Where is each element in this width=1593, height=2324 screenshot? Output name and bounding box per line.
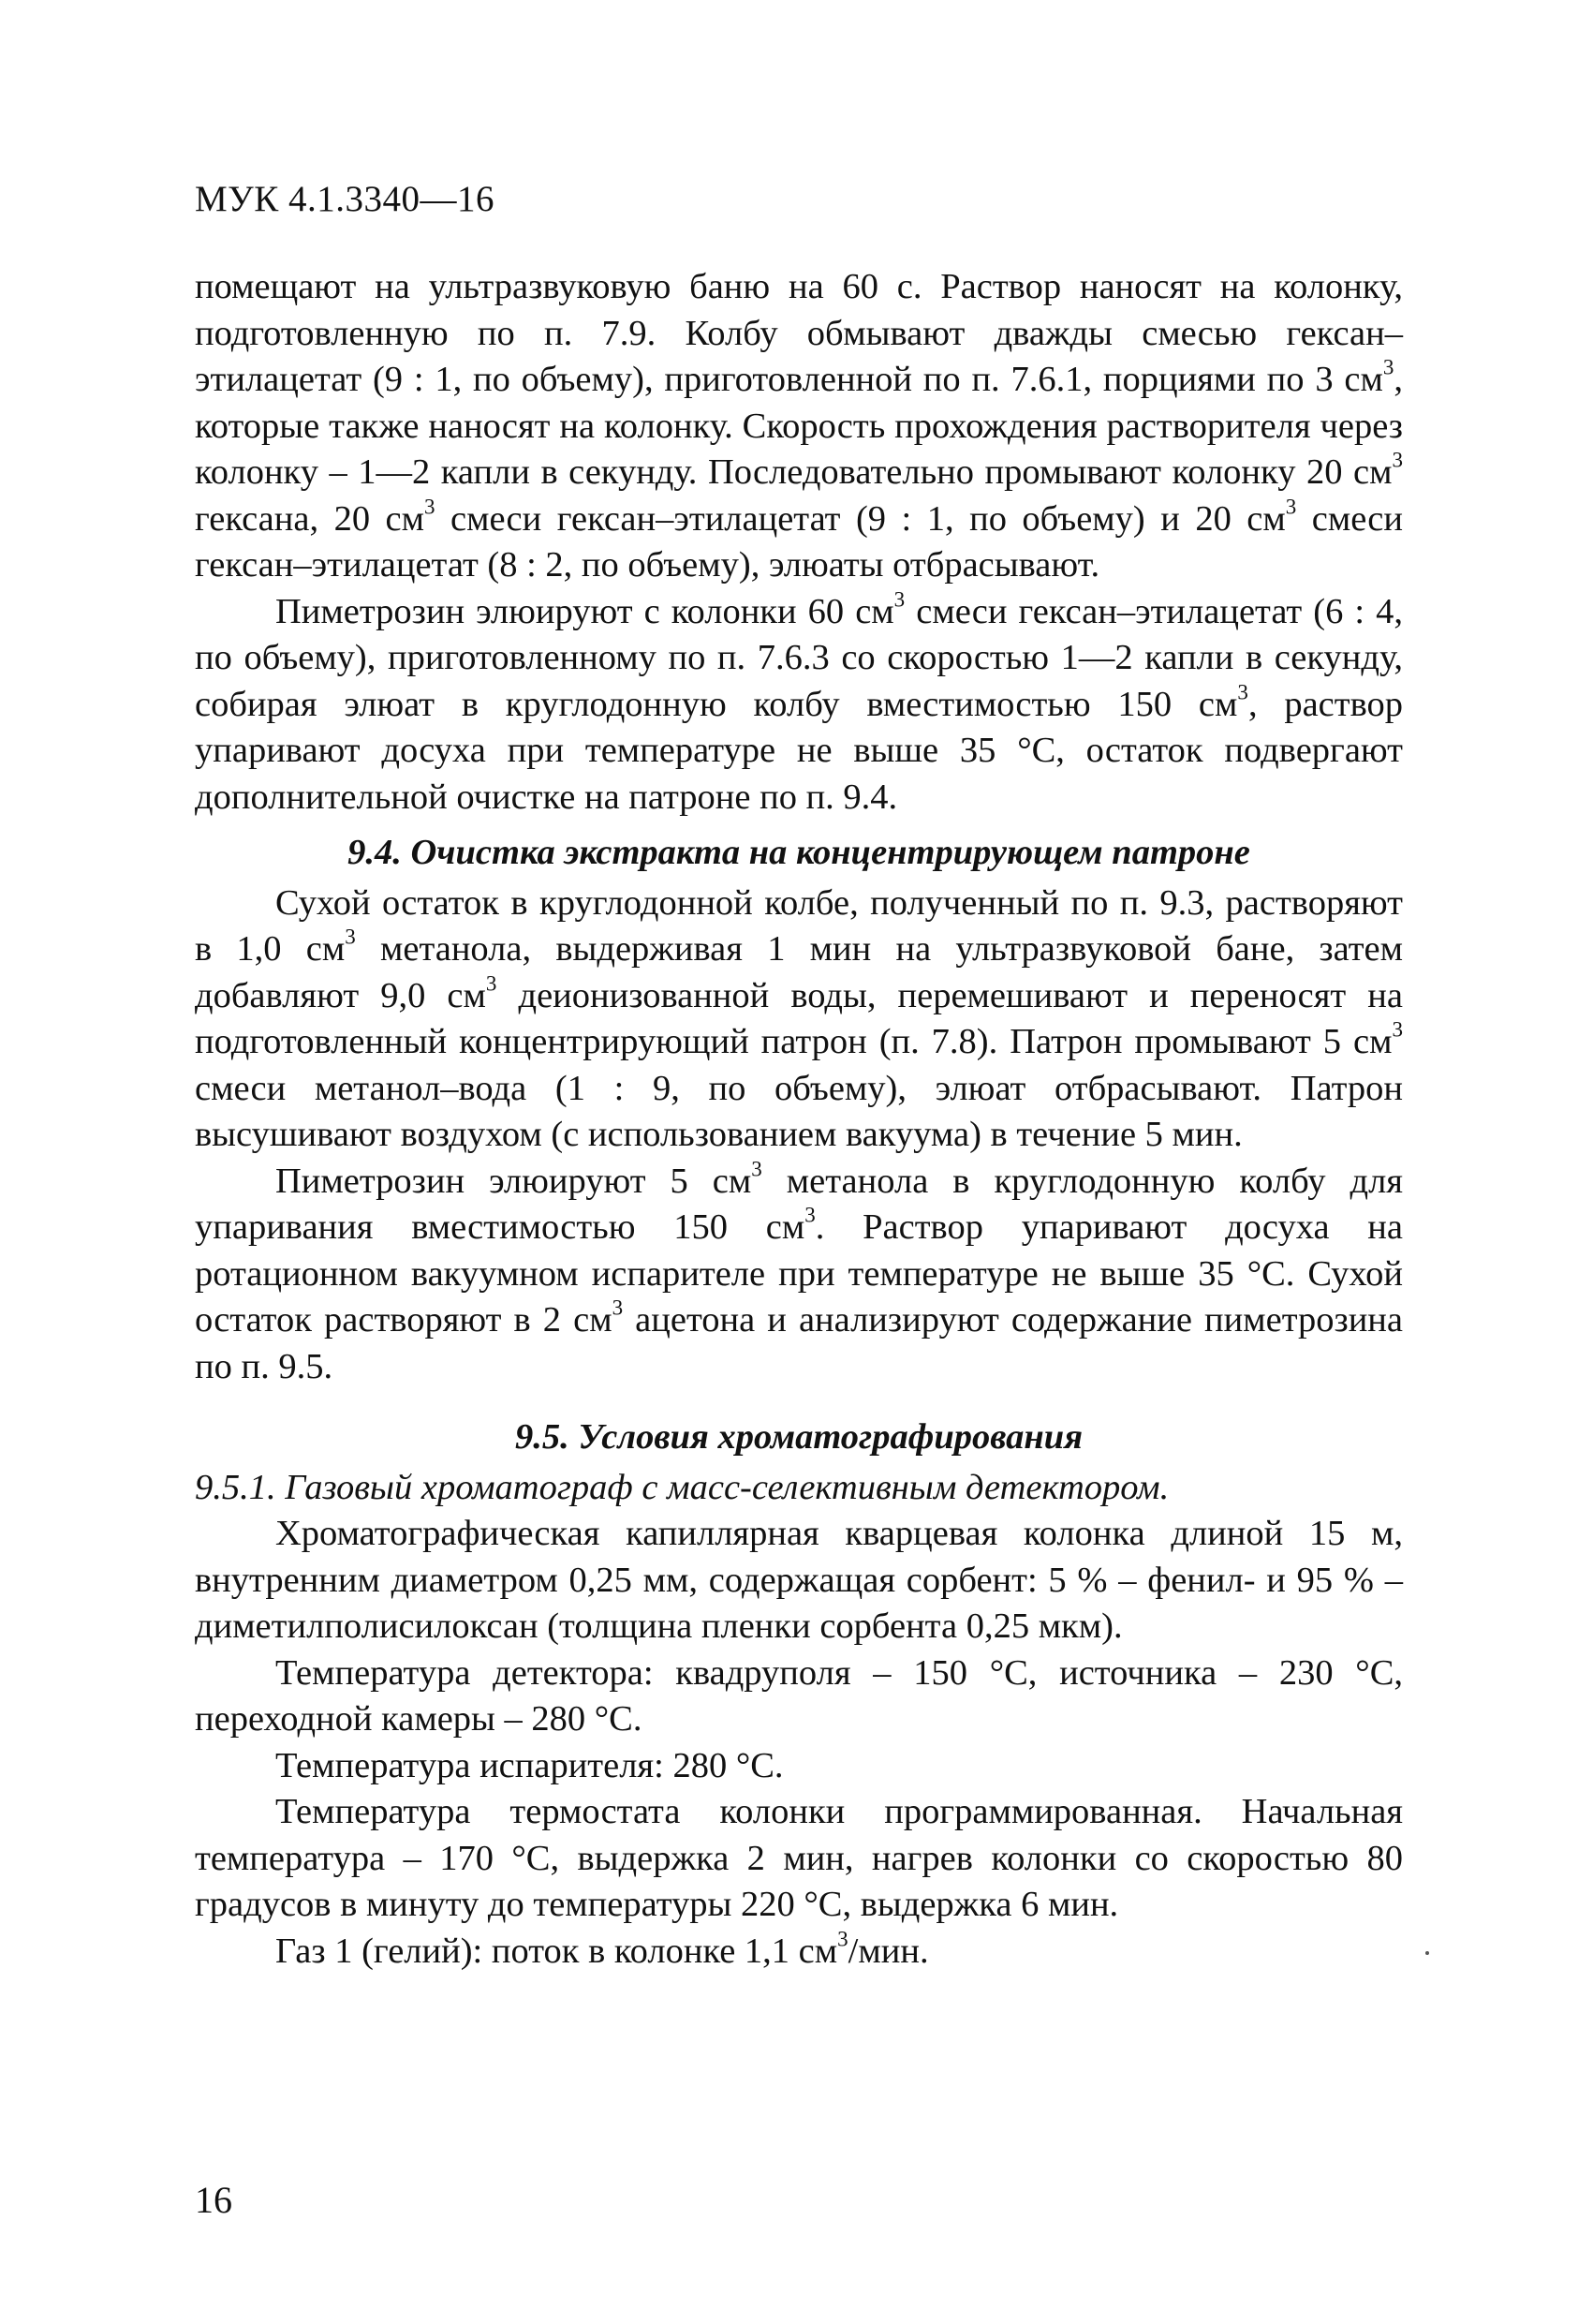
subsection-heading-9-5-1: 9.5.1. Газовый хроматограф с масс-селективным детектором. [195,1467,1170,1507]
paragraph: Пиметрозин элюируют с колонки 60 $см^3$ смеси гексан–этилацетат (6 : 4, по объему), приготовленному по п. 7.6.3 со скоростью 1—2 капли в секунду, собирая элюат в круглодонную колбу вместимостью 150 $см^3$, раствор упаривают досуха при температуре не выше 35 °С, остаток подвергают дополнительной очистке на патроне по п. 9.4. [195,586,1404,817]
paragraph: помещают на ультразвуковую баню на 60 с. Раствор наносят на колонку, подготовленную по п. 7.9. Колбу обмывают дважды смесью гексан–этилацетат (9 : 1, по объему), приготовленной по п. 7.6.1, порциями по 3 $см^3$, которые также наносят на колонку. Скорость прохождения растворителя через колонку – 1—2 капли в секунду. Последовательно промывают колонку 20 $см^3$ гексана, 20 $см^3$ смеси гексан–этилацетат (9 : 1, по объему) и 20 $см^3$ смеси гексан–этилацетат (8 : 2, по объему), элюаты отбрасывают. [195,267,1403,585]
running-header: МУК 4.1.3340—16 [195,179,495,219]
paragraph: Сухой остаток в круглодонной колбе, полученный по п. 9.3, растворяют в 1,0 $см^3$ метанола, выдерживая 1 мин на ультразвуковой бане, затем добавляют 9,0 $см^3$ деионизованной воды, перемешивают и переносят на подготовленный концентрирующий патрон (п. 7.8). Патрон промывают 5 $см^3$ смеси метанол–вода (1 : 9, по объему), элюат отбрасывают. Патрон высушивают воздухом (с использованием вакуума) в течение 5 мин. [195,882,1403,1154]
paragraph: Хроматографическая капиллярная кварцевая колонка длиной 15 м, внутренним диаметром 0,25 мм, содержащая сорбент: 5 % – фенил- и 95 % – диметилполисилоксан (толщина пленки сорбента 0,25 мкм). [195,1514,1403,1646]
section-heading-9-4: 9.4. Очистка экстракта на концентрирующем патроне [347,833,1250,872]
paragraph: Температура детектора: квадруполя – 150 °С, источника – 230 °С, переходной камеры – 280 °С. [195,1652,1403,1739]
paragraph: Температура испарителя: 280 °С. [275,1745,784,1785]
paragraph: Температура термостата колонки программированная. Начальная температура – 170 °С, выдержка 2 мин, нагрев колонки со скоростью 80 градусов в минуту до температуры 220 °С, выдержка 6 мин. [195,1792,1403,1924]
page-number: 16 [195,2179,232,2221]
paragraph: Газ 1 (гелий): поток в колонке 1,1 $см^3$/мин. [275,1926,929,1971]
scan-speck [1425,1951,1429,1955]
body-text [195,264,1403,1975]
section-heading-9-5: 9.5. Условия хроматографирования [514,1417,1084,1457]
paragraph: Пиметрозин элюируют 5 $см^3$ метанола в круглодонную колбу для упаривания вместимостью 150 $см^3$. Раствор упаривают досуха на ротационном вакуумном испарителе при температуре не выше 35 °С. Сухой остаток растворяют в 2 $см^3$ ацетона и анализируют содержание пиметрозина по п. 9.5. [195,1156,1403,1386]
